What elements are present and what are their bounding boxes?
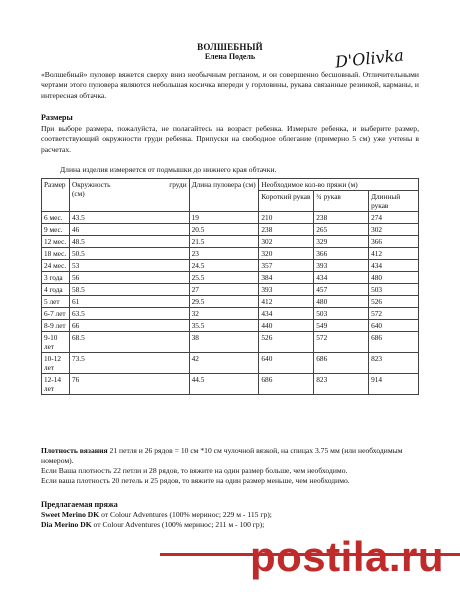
table-cell: 640 <box>259 353 314 374</box>
table-cell: 686 <box>314 353 369 374</box>
table-row <box>42 353 419 374</box>
table-cell: 440 <box>259 320 314 332</box>
table-cell: 9 мес. <box>42 224 70 236</box>
table-cell: 434 <box>259 308 314 320</box>
table-cell: 18 мес. <box>42 248 70 260</box>
table-cell: 572 <box>369 308 419 320</box>
table-cell: 302 <box>369 224 419 236</box>
sizes-paragraph: При выборе размера, пожалуйста, не полагайтесь на возраст ребенка. Измерьте ребенка, и выберите размер, соответствующий окружности груди ребенка. Припуски на свободное облегание (примерно 5 см) уже учтены в расчетах. <box>41 124 419 154</box>
yarn-list <box>41 510 272 530</box>
table-cell: 73.5 <box>69 353 189 374</box>
table-cell: 572 <box>314 332 369 353</box>
table-cell: 42 <box>189 353 259 374</box>
table-cell: 21.5 <box>189 236 259 248</box>
table-cell: 480 <box>314 296 369 308</box>
table-cell: 56 <box>69 272 189 284</box>
table-cell: 434 <box>314 272 369 284</box>
table-cell: 412 <box>259 296 314 308</box>
gauge-line-3: Если ваша плотность 20 петель и 25 рядов, то вяжите на один размер меньше, чем необходимо. <box>41 476 350 485</box>
table-cell: 20.5 <box>189 224 259 236</box>
header-size: Размер <box>42 179 70 212</box>
yarn-item <box>41 510 272 520</box>
size-table <box>41 178 419 395</box>
table-row <box>42 224 419 236</box>
length-note: Длина изделия измеряется от подмышки до нижнего края обтачки. <box>60 165 277 174</box>
table-cell: 210 <box>259 212 314 224</box>
table-row <box>42 374 419 395</box>
table-cell: 480 <box>369 272 419 284</box>
yarn-desc: от Colour Adventures (100% мериноc; 211 м - 100 гр); <box>93 520 265 529</box>
table-cell: 76 <box>69 374 189 395</box>
table-cell: 686 <box>259 374 314 395</box>
table-cell: 61 <box>69 296 189 308</box>
header-length: Длина пуловера (см) <box>189 179 259 212</box>
yarn-heading: Предлагаемая пряжа <box>41 500 118 509</box>
table-cell: 549 <box>314 320 369 332</box>
table-cell: 393 <box>314 260 369 272</box>
table-cell: 35.5 <box>189 320 259 332</box>
watermark-logo: postila.ru <box>250 533 445 580</box>
table-row <box>42 260 419 272</box>
table-cell: 5 лет <box>42 296 70 308</box>
table-cell: 38 <box>189 332 259 353</box>
table-cell: 823 <box>369 353 419 374</box>
table-row <box>42 308 419 320</box>
table-cell: 27 <box>189 284 259 296</box>
table-cell: 238 <box>259 224 314 236</box>
table-cell: 24.5 <box>189 260 259 272</box>
table-cell: 366 <box>314 248 369 260</box>
table-cell: 44.5 <box>189 374 259 395</box>
table-cell: 503 <box>314 308 369 320</box>
header-short-sleeve: Короткий рукав <box>259 191 314 212</box>
table-cell: 58.5 <box>69 284 189 296</box>
header-chest <box>69 179 189 212</box>
table-cell: 914 <box>369 374 419 395</box>
table-cell: 48.5 <box>69 236 189 248</box>
table-cell: 8-9 лет <box>42 320 70 332</box>
table-cell: 823 <box>314 374 369 395</box>
gauge-line-2: Если Ваша плотность 22 петли и 28 рядов, то вяжите на один размер больше, чем необходимо. <box>41 466 348 475</box>
table-cell: 434 <box>369 260 419 272</box>
table-cell: 320 <box>259 248 314 260</box>
table-cell: 503 <box>369 284 419 296</box>
table-row <box>42 272 419 284</box>
table-row <box>42 332 419 353</box>
brand-logo: D'Olivka <box>334 45 405 72</box>
table-cell: 265 <box>314 224 369 236</box>
table-cell: 4 года <box>42 284 70 296</box>
yarn-name: Dia Merino DK <box>41 520 92 529</box>
size-table-body <box>42 212 419 395</box>
table-row <box>42 320 419 332</box>
yarn-name: Sweet Merino DK <box>41 510 100 519</box>
table-cell: 238 <box>314 212 369 224</box>
table-cell: 50.5 <box>69 248 189 260</box>
table-cell: 686 <box>369 332 419 353</box>
table-cell: 9-10 лет <box>42 332 70 353</box>
gauge-text: 21 петля и 26 рядов = 10 см *10 см чулочной вязкой, на спицах 3.75 мм (или необходимым номером). <box>41 446 403 465</box>
pattern-author: Елена Подель <box>204 52 256 61</box>
table-cell: 384 <box>259 272 314 284</box>
table-cell: 6 мес. <box>42 212 70 224</box>
table-cell: 357 <box>259 260 314 272</box>
yarn-desc: от Colour Adventures (100% мериноc; 229 м - 115 гр); <box>101 510 272 519</box>
header-three-quarter-sleeve: ¾ рукав <box>314 191 369 212</box>
table-cell: 302 <box>259 236 314 248</box>
header-long-sleeve: Длинный рукав <box>369 191 419 212</box>
table-cell: 23 <box>189 248 259 260</box>
sizes-heading: Размеры <box>41 113 73 122</box>
table-cell: 19 <box>189 212 259 224</box>
table-cell: 63.5 <box>69 308 189 320</box>
header-chest-c: (см) <box>71 189 85 198</box>
table-row <box>42 212 419 224</box>
table-cell: 29.5 <box>189 296 259 308</box>
table-cell: 66 <box>69 320 189 332</box>
header-yarn: Необходимое кол-во пряжи (м) <box>259 179 419 191</box>
table-cell: 3 года <box>42 272 70 284</box>
table-row <box>42 284 419 296</box>
table-row <box>42 296 419 308</box>
table-cell: 68.5 <box>69 332 189 353</box>
table-row <box>42 236 419 248</box>
table-cell: 412 <box>369 248 419 260</box>
table-cell: 12 мес. <box>42 236 70 248</box>
yarn-item <box>41 520 272 530</box>
gauge-section <box>41 446 419 486</box>
table-cell: 526 <box>369 296 419 308</box>
header-chest-a: Окружность <box>71 180 111 189</box>
table-cell: 12-14 лет <box>42 374 70 395</box>
intro-paragraph: «Волшебный» пуловер вяжется сверху вниз необычным регланом, и он совершенно бесшовный. Отличительными чертами этого пуловера являются небольшая косичка впереди у горловины, рукава связанные резинкой, карманы, и интересная обтачка. <box>41 70 419 100</box>
table-row <box>42 248 419 260</box>
pattern-title: ВОЛШЕБНЫЙ <box>197 42 263 52</box>
table-cell: 640 <box>369 320 419 332</box>
table-cell: 46 <box>69 224 189 236</box>
table-cell: 457 <box>314 284 369 296</box>
header-chest-b: груди <box>169 180 187 189</box>
table-cell: 24 мес. <box>42 260 70 272</box>
table-cell: 366 <box>369 236 419 248</box>
gauge-label: Плотность вязания <box>41 446 108 455</box>
table-cell: 43.5 <box>69 212 189 224</box>
table-cell: 32 <box>189 308 259 320</box>
table-cell: 25.5 <box>189 272 259 284</box>
table-cell: 10-12 лет <box>42 353 70 374</box>
table-cell: 329 <box>314 236 369 248</box>
table-cell: 526 <box>259 332 314 353</box>
table-cell: 6-7 лет <box>42 308 70 320</box>
table-cell: 53 <box>69 260 189 272</box>
table-cell: 393 <box>259 284 314 296</box>
table-cell: 274 <box>369 212 419 224</box>
